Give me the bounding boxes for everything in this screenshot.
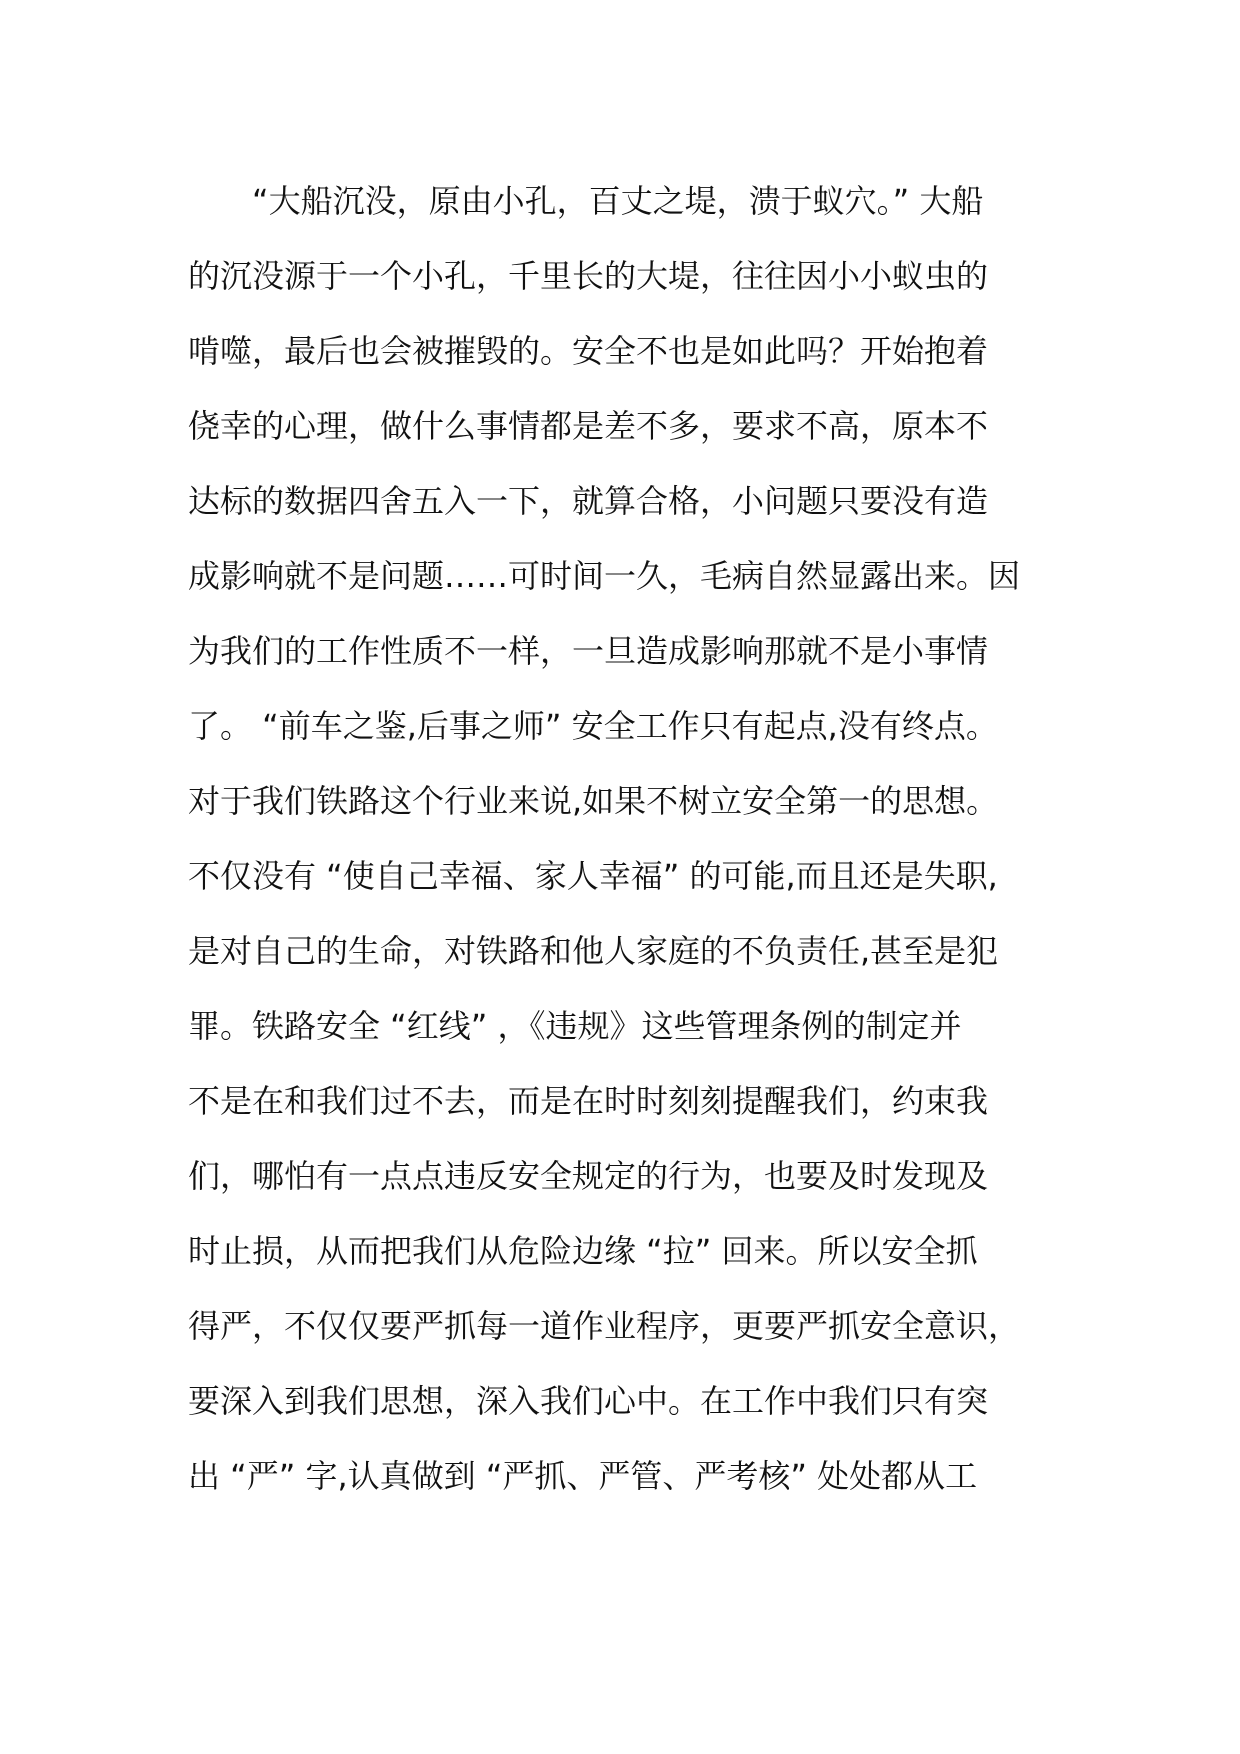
text-line: “大船沉没，原由小孔，百丈之堤，溃于蚁穴。” 大船: [252, 182, 984, 220]
text-line: 要深入到我们思想，深入我们心中。在工作中我们只有突: [188, 1382, 989, 1420]
text-line: 达标的数据四舍五入一下，就算合格，小问题只要没有造: [188, 482, 989, 520]
text-line: 对于我们铁路这个行业来说,如果不树立安全第一的思想。: [188, 782, 999, 820]
text-line: 罪。铁路安全 “红线” ，《违规》这些管理条例的制定并: [188, 1007, 962, 1045]
body-paragraph: [188, 164, 1068, 1514]
text-line: 时止损，从而把我们从危险边缘 “拉” 回来。所以安全抓: [188, 1232, 978, 1270]
text-line: 啃噬，最后也会被摧毁的。安全不也是如此吗？开始抱着: [188, 332, 989, 370]
text-line: 是对自己的生命，对铁路和他人家庭的不负责任,甚至是犯: [188, 932, 999, 970]
text-line: 不仅没有 “使自己幸福、家人幸福” 的可能,而且还是失职,: [188, 857, 998, 895]
text-line: 成影响就不是问题……可时间一久，毛病自然显露出来。因: [188, 557, 1021, 595]
text-line: 不是在和我们过不去，而是在时时刻刻提醒我们，约束我: [188, 1082, 989, 1120]
text-line: 出 “严” 字,认真做到 “严抓、严管、严考核” 处处都从工: [188, 1457, 978, 1495]
text-line: 为我们的工作性质不一样，一旦造成影响那就不是小事情: [188, 632, 989, 670]
text-line: 们，哪怕有一点点违反安全规定的行为，也要及时发现及: [188, 1157, 989, 1195]
text-line: 得严，不仅仅要严抓每一道作业程序，更要严抓安全意识，: [188, 1307, 1021, 1345]
text-line: 的沉没源于一个小孔，千里长的大堤，往往因小小蚁虫的: [188, 257, 989, 295]
text-line: 侥幸的心理，做什么事情都是差不多，要求不高，原本不: [188, 407, 989, 445]
text-line: 了。 “前车之鉴,后事之师” 安全工作只有起点,没有终点。: [188, 707, 998, 745]
